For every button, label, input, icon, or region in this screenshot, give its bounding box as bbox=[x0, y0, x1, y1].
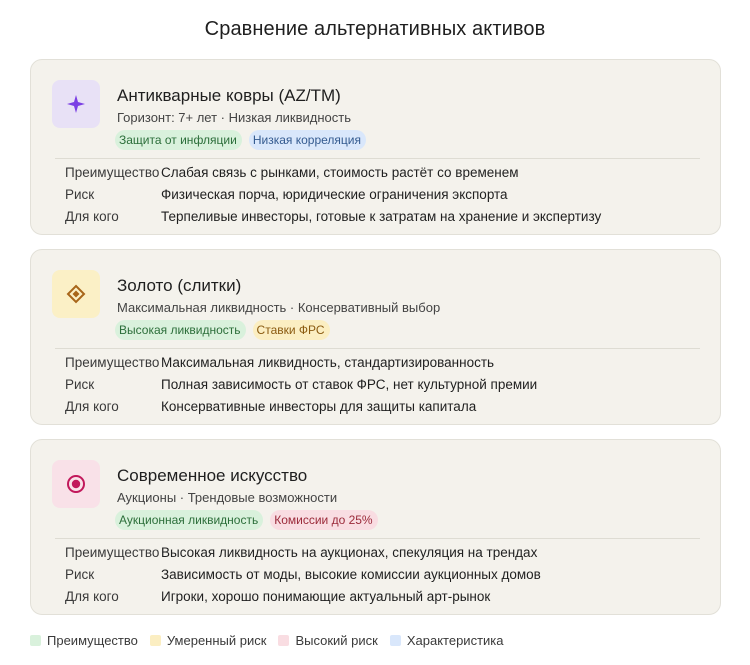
legend-swatch bbox=[390, 635, 401, 646]
detail-label: Риск bbox=[65, 567, 95, 582]
asset-tags bbox=[115, 510, 378, 530]
detail-value: Игроки, хорошо понимающие актуальный арт-рынок bbox=[161, 589, 491, 604]
tag-badge: Комиссии до 25% bbox=[270, 510, 377, 530]
card-divider bbox=[55, 348, 700, 349]
sparkle-icon bbox=[66, 94, 86, 114]
detail-value: Слабая связь с рынками, стоимость растёт со временем bbox=[161, 165, 519, 180]
legend-item-advantage bbox=[30, 633, 138, 648]
page-title: Сравнение альтернативных активов bbox=[204, 18, 546, 40]
card-divider bbox=[55, 538, 700, 539]
legend-swatch bbox=[278, 635, 289, 646]
legend-item-characteristic bbox=[390, 633, 504, 648]
tag-badge: Защита от инфляции bbox=[115, 130, 242, 150]
legend-swatch bbox=[150, 635, 161, 646]
detail-label: Преимущество bbox=[65, 355, 160, 370]
asset-icon-box bbox=[52, 460, 100, 508]
detail-value: Полная зависимость от ставок ФРС, нет культурной премии bbox=[161, 377, 538, 392]
asset-card-art bbox=[30, 439, 721, 615]
asset-subtitle: Аукционы · Трендовые возможности bbox=[117, 490, 338, 505]
asset-title: Золото (слитки) bbox=[117, 276, 242, 295]
legend-swatch bbox=[30, 635, 41, 646]
detail-value: Физическая порча, юридические ограничения экспорта bbox=[161, 187, 508, 202]
legend-item-moderate-risk bbox=[150, 633, 267, 648]
legend-label: Преимущество bbox=[47, 633, 138, 648]
tag-badge: Аукционная ликвидность bbox=[115, 510, 263, 530]
legend-label: Характеристика bbox=[406, 633, 504, 648]
detail-label: Преимущество bbox=[65, 545, 160, 560]
gold-diamond-icon bbox=[66, 284, 86, 304]
tag-badge: Высокая ликвидность bbox=[115, 320, 246, 340]
tag-badge: Ставки ФРС bbox=[253, 320, 330, 340]
tag-badge: Низкая корреляция bbox=[249, 130, 366, 150]
asset-icon-box bbox=[52, 80, 100, 128]
asset-icon-box bbox=[52, 270, 100, 318]
detail-label: Для кого bbox=[65, 209, 119, 224]
detail-value: Высокая ликвидность на аукционах, спекуляция на трендах bbox=[161, 545, 538, 560]
detail-value: Максимальная ликвидность, стандартизированность bbox=[161, 355, 495, 370]
asset-card-rugs bbox=[30, 59, 721, 235]
asset-title: Антикварные ковры (AZ/TM) bbox=[117, 86, 341, 105]
legend-label: Высокий риск bbox=[295, 633, 378, 648]
target-icon bbox=[66, 474, 86, 494]
legend-item-high-risk bbox=[278, 633, 377, 648]
detail-value: Зависимость от моды, высокие комиссии аукционных домов bbox=[161, 567, 541, 582]
asset-subtitle: Горизонт: 7+ лет · Низкая ликвидность bbox=[117, 110, 352, 125]
asset-tags bbox=[115, 320, 330, 340]
asset-title: Современное искусство bbox=[117, 466, 308, 485]
asset-card-gold bbox=[30, 249, 721, 425]
asset-tags bbox=[115, 130, 366, 150]
detail-label: Риск bbox=[65, 377, 95, 392]
detail-value: Терпеливые инвесторы, готовые к затратам на хранение и экспертизу bbox=[161, 209, 602, 224]
detail-label: Для кого bbox=[65, 589, 119, 604]
legend bbox=[30, 633, 516, 648]
detail-label: Для кого bbox=[65, 399, 119, 414]
detail-label: Преимущество bbox=[65, 165, 160, 180]
asset-subtitle: Максимальная ликвидность · Консервативный выбор bbox=[117, 300, 441, 315]
legend-label: Умеренный риск bbox=[166, 633, 267, 648]
card-divider bbox=[55, 158, 700, 159]
detail-value: Консервативные инвесторы для защиты капитала bbox=[161, 399, 477, 414]
detail-label: Риск bbox=[65, 187, 95, 202]
